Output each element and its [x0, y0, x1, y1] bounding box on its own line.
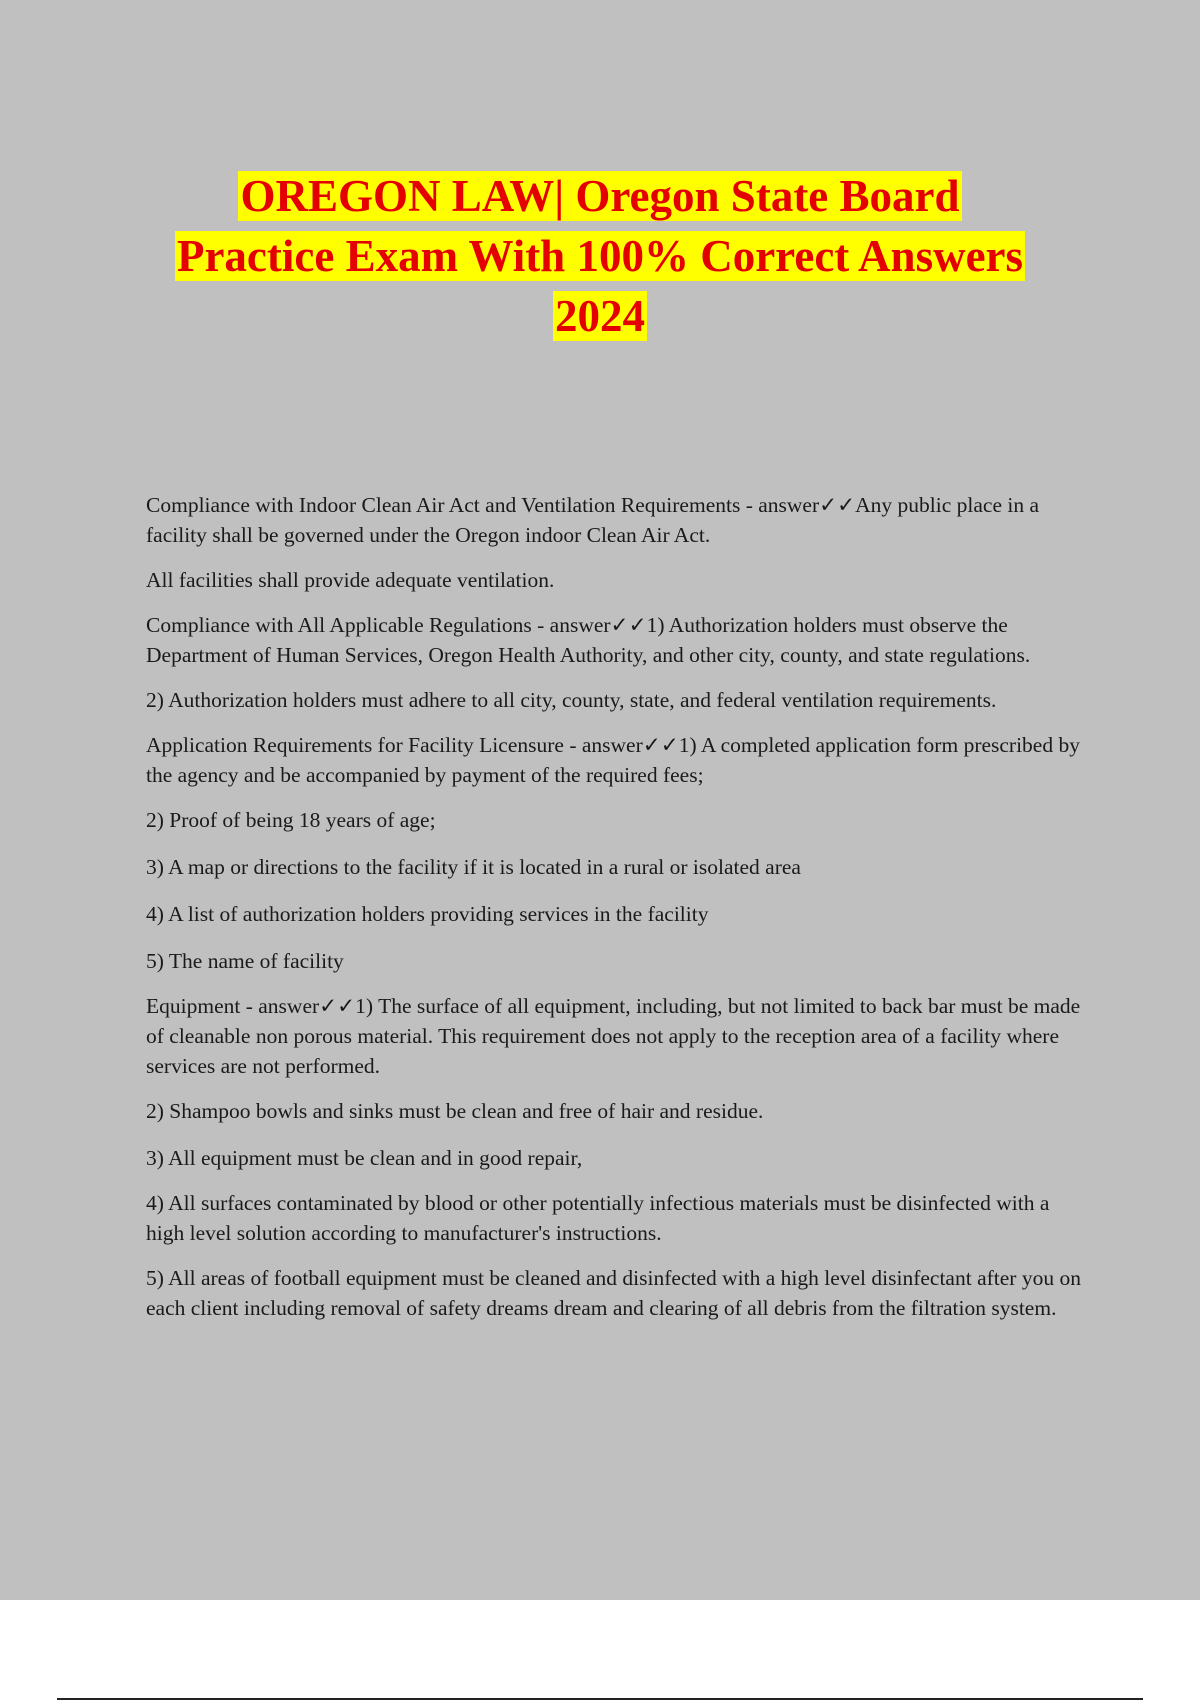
qa-paragraph: Equipment - answer✓✓1) The surface of all equipment, including, but not limited to back bar must be made of cleanable non porous material. This requirement does not apply to the reception area of a facility where services are not performed. [146, 994, 1081, 1078]
qa-paragraph: 5) The name of facility [146, 949, 344, 973]
qa-paragraph: 2) Shampoo bowls and sinks must be clean and free of hair and residue. [146, 1099, 764, 1123]
qa-paragraph: 5) All areas of football equipment must be cleaned and disinfected with a high level disinfectant after you on each client including removal of safety dreams dream and clearing of all debris from the filtration system. [146, 1266, 1081, 1320]
qa-paragraph: Application Requirements for Facility Licensure - answer✓✓1) A completed application form prescribed by the agency and be accompanied by payment of the required fees; [146, 733, 1080, 787]
qa-paragraph: Compliance with All Applicable Regulations - answer✓✓1) Authorization holders must observe the Department of Human Services, Oregon Health Authority, and other city, county, and state regulations. [146, 613, 1031, 667]
document-title [0, 166, 1200, 346]
title-line-2: Practice Exam With 100% Correct Answers [176, 231, 1024, 281]
title-line-1: OREGON LAW| Oregon State Board [240, 171, 960, 221]
qa-paragraph: 4) A list of authorization holders providing services in the facility [146, 902, 709, 926]
qa-paragraph: 3) A map or directions to the facility if it is located in a rural or isolated area [146, 855, 801, 879]
qa-paragraph: All facilities shall provide adequate ventilation. [146, 568, 555, 592]
qa-paragraph: Compliance with Indoor Clean Air Act and Ventilation Requirements - answer✓✓Any public place in a facility shall be governed under the Oregon indoor Clean Air Act. [146, 493, 1040, 547]
qa-paragraph: 2) Proof of being 18 years of age; [146, 808, 436, 832]
qa-paragraph: 4) All surfaces contaminated by blood or other potentially infectious materials must be disinfected with a high level solution according to manufacturer's instructions. [146, 1191, 1050, 1245]
qa-paragraph: 3) All equipment must be clean and in good repair, [146, 1146, 583, 1170]
qa-paragraph: 2) Authorization holders must adhere to all city, county, state, and federal ventilation requirements. [146, 688, 997, 712]
title-line-3: 2024 [555, 291, 645, 341]
document-body [146, 490, 1091, 1338]
